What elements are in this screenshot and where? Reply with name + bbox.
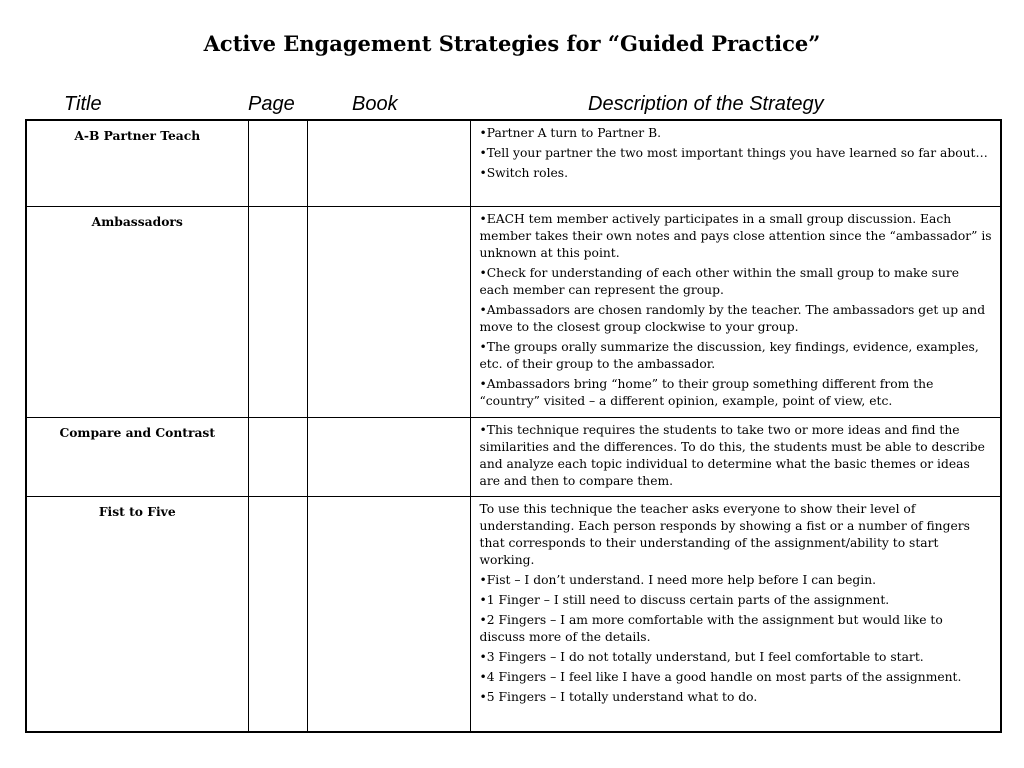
column-headers — [0, 93, 1024, 117]
book-cell — [307, 206, 470, 417]
page-title: Active Engagement Strategies for “Guided Practice” — [203, 31, 821, 56]
book-cell — [307, 120, 470, 206]
strategy-name: Ambassadors — [26, 206, 248, 417]
strategy-description — [470, 120, 1001, 206]
page-cell — [248, 206, 307, 417]
strategy-name: Fist to Five — [26, 496, 248, 732]
book-cell — [307, 496, 470, 732]
column-header-description: Description of the Strategy — [588, 93, 824, 115]
description-line: •Check for understanding of each other within the small group to make sure each member can represent the group. — [479, 265, 960, 297]
page-cell — [248, 120, 307, 206]
description-line: •3 Fingers – I do not totally understand, but I feel comfortable to start. — [479, 649, 924, 664]
description-line: •Ambassadors are chosen randomly by the teacher. The ambassadors get up and move to the closest group clockwise to your group. — [479, 302, 986, 334]
description-line: •EACH tem member actively participates in a small group discussion. Each member takes their own notes and pays close attention since the “ambassador” is unknown at this point. — [479, 211, 992, 260]
description-line: •Fist – I don’t understand. I need more help before I can begin. — [479, 572, 877, 587]
description-line: •Partner A turn to Partner B. — [479, 126, 662, 140]
description-line: •This technique requires the students to take two or more ideas and find the similarities and the differences. To do this, the students must be able to describe and analyze each topic individual to determine what the basic themes or ideas are and then to compare them. — [479, 422, 985, 488]
description-line: •Tell your partner the two most important things you have learned so far about… — [479, 146, 988, 160]
description-line: •Switch roles. — [479, 166, 569, 180]
book-cell — [307, 417, 470, 496]
strategy-description — [470, 496, 1001, 732]
strategies-table — [25, 119, 1002, 733]
strategy-name: A-B Partner Teach — [26, 120, 248, 206]
description-line: •1 Finger – I still need to discuss certain parts of the assignment. — [479, 592, 890, 607]
page-cell — [248, 496, 307, 732]
table-row — [26, 496, 1001, 732]
description-line: •Ambassadors bring “home” to their group something different from the “country” visited – a different opinion, example, point of view, etc. — [479, 376, 934, 408]
description-line: •4 Fingers – I feel like I have a good handle on most parts of the assignment. — [479, 669, 962, 684]
column-header-title: Title — [64, 93, 102, 115]
description-line: To use this technique the teacher asks everyone to show their level of understanding. Each person responds by showing a fist or a number of fingers that corresponds to their understanding of the assignment/ability to start working. — [479, 501, 970, 567]
column-header-page: Page — [248, 93, 295, 115]
description-line: •5 Fingers – I totally understand what to do. — [479, 689, 758, 704]
table-row — [26, 417, 1001, 496]
table-row — [26, 206, 1001, 417]
strategy-description — [470, 206, 1001, 417]
description-line: •The groups orally summarize the discussion, key findings, evidence, examples, etc. of their group to the ambassador. — [479, 339, 979, 371]
column-header-book: Book — [352, 93, 398, 115]
description-line: •2 Fingers – I am more comfortable with the assignment but would like to discuss more of the details. — [479, 612, 943, 644]
table-row — [26, 120, 1001, 206]
strategy-description — [470, 417, 1001, 496]
strategy-name: Compare and Contrast — [26, 417, 248, 496]
page-cell — [248, 417, 307, 496]
